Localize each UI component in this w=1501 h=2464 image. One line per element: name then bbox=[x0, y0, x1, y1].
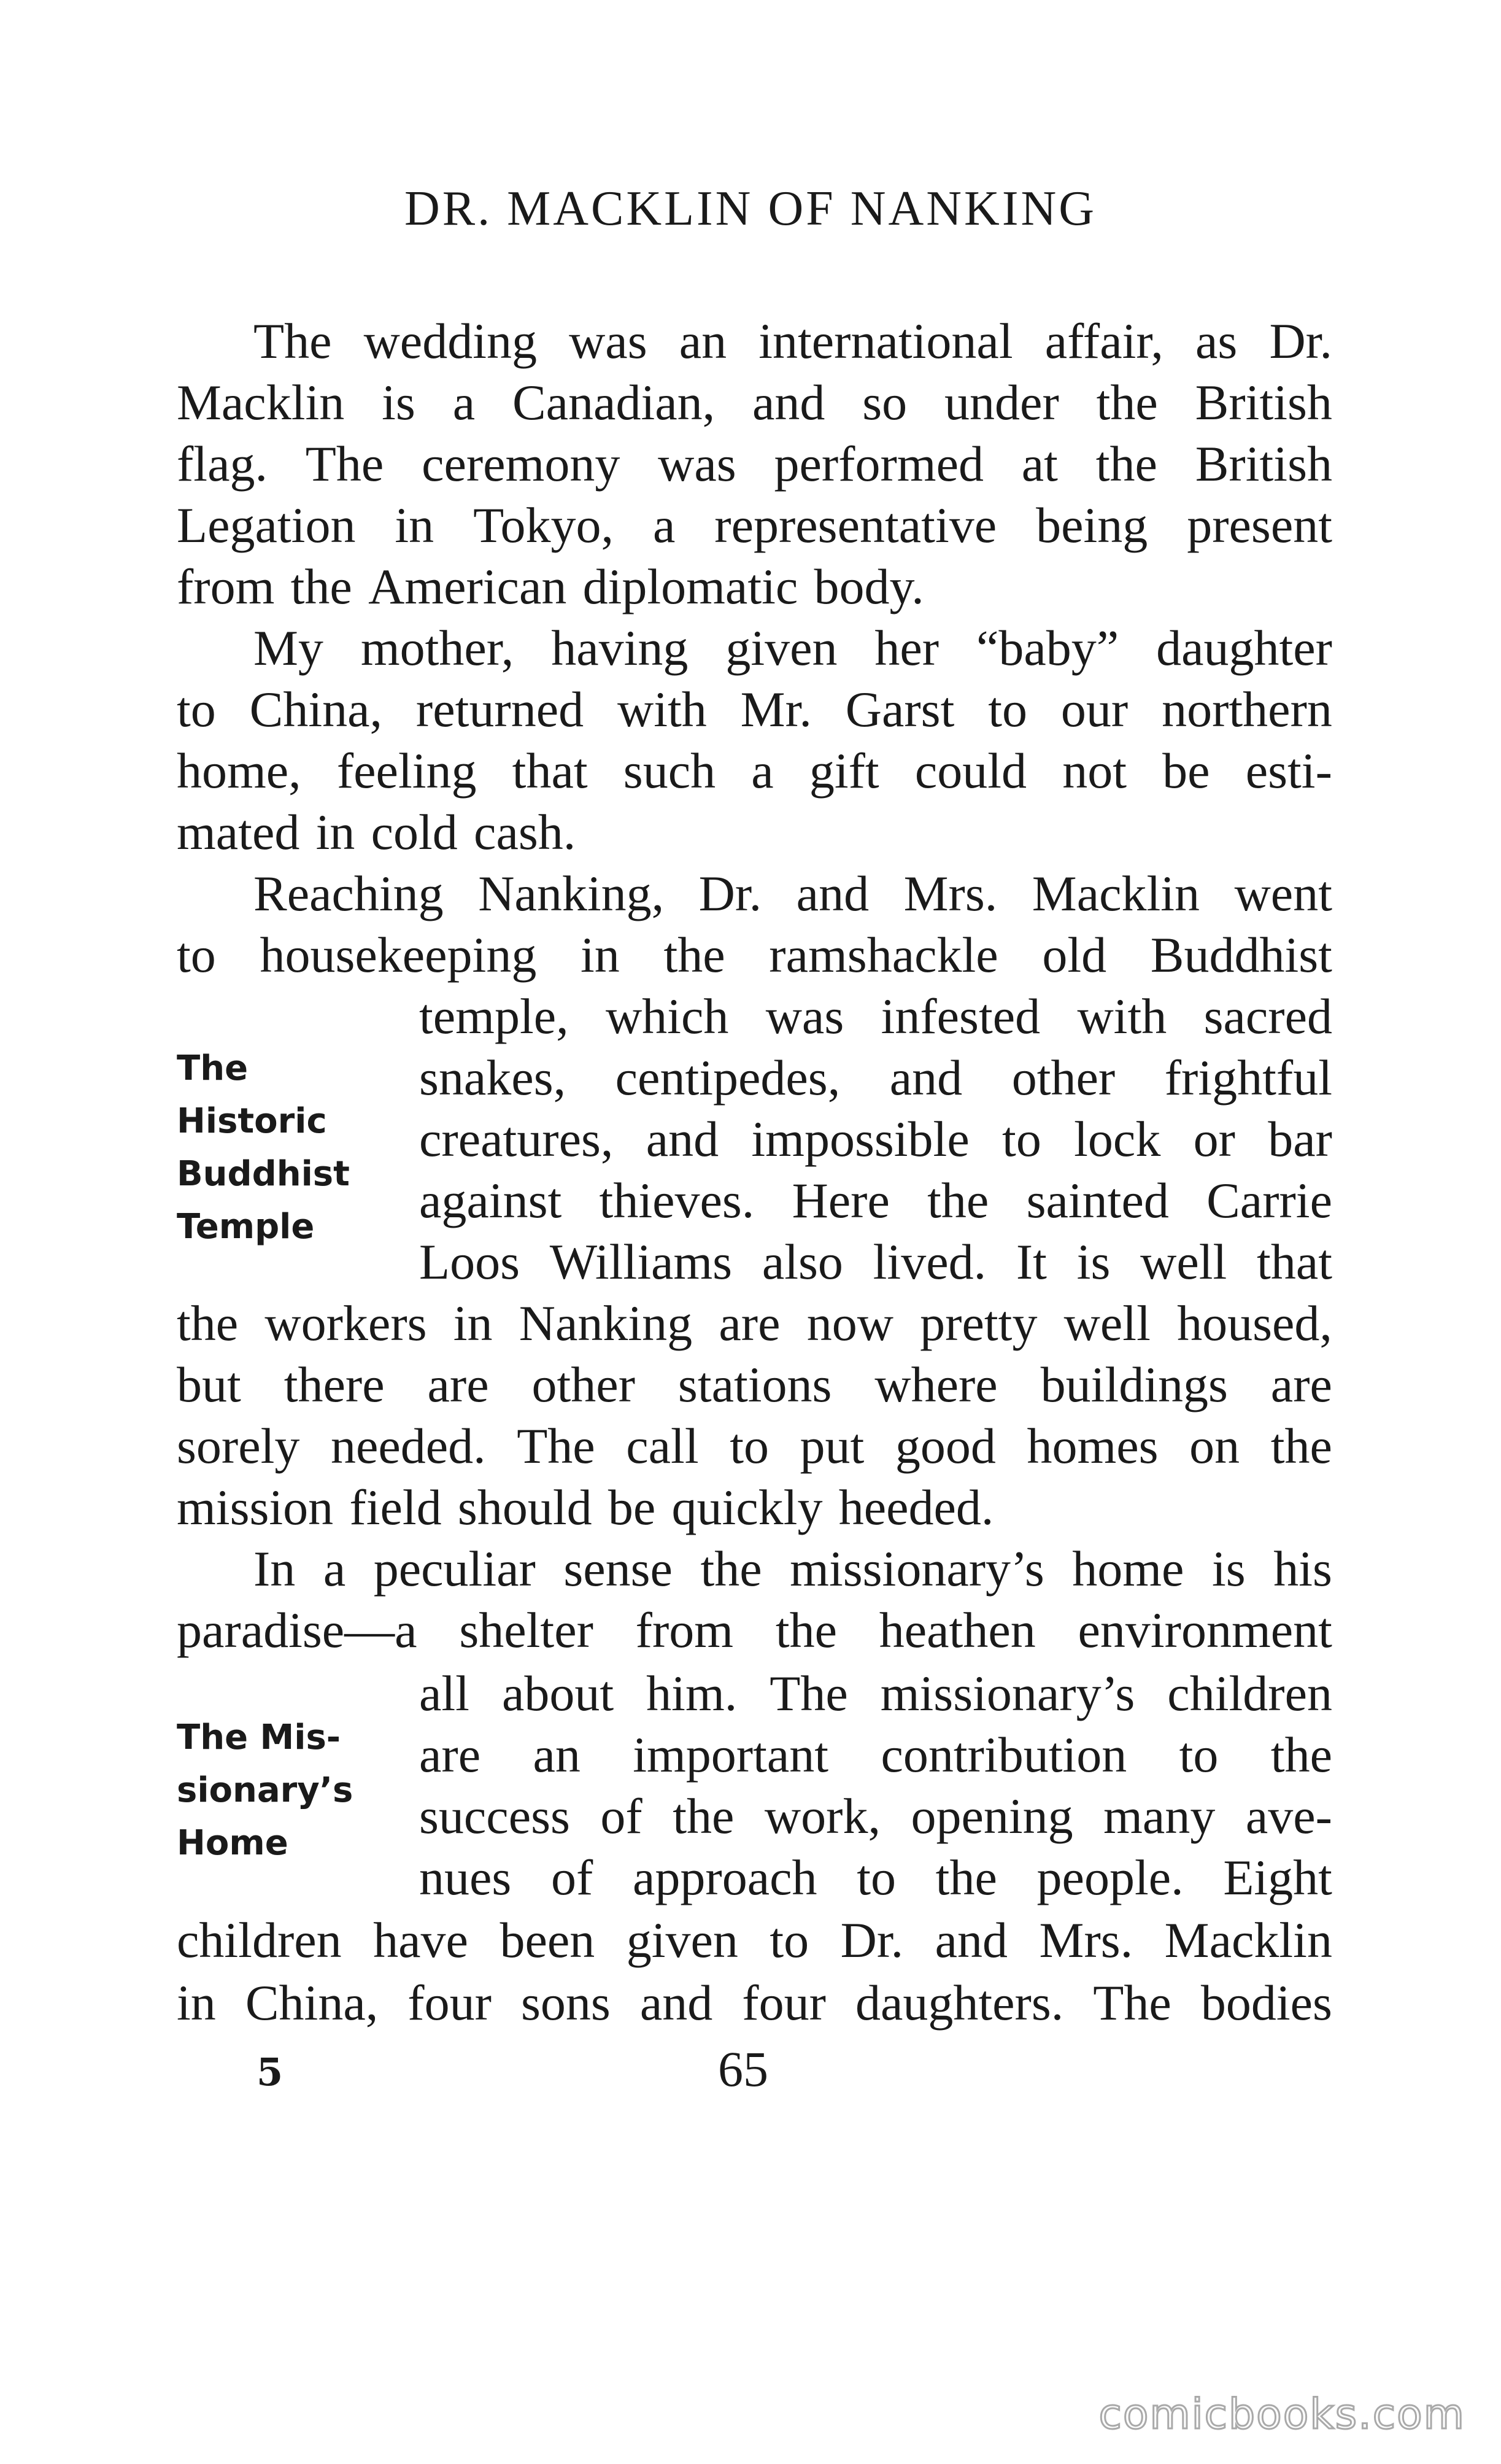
text-line bbox=[419, 1665, 1332, 1721]
word: gift bbox=[809, 743, 879, 799]
word: Nanking, bbox=[478, 866, 665, 921]
word: and bbox=[889, 1050, 963, 1106]
word: and bbox=[646, 1111, 719, 1167]
word: American bbox=[368, 559, 567, 614]
word: paradise—a bbox=[177, 1602, 417, 1658]
word: ceremony bbox=[422, 436, 620, 492]
word: was bbox=[658, 436, 736, 492]
text-line bbox=[177, 1357, 1332, 1412]
word: or bbox=[1193, 1111, 1235, 1167]
word: housekeeping bbox=[260, 927, 537, 983]
word: the bbox=[935, 1850, 997, 1905]
text-line bbox=[177, 559, 1332, 614]
word: Dr. bbox=[1269, 313, 1332, 369]
word: his bbox=[1273, 1541, 1332, 1597]
word: in bbox=[315, 804, 355, 860]
word: international bbox=[758, 313, 1013, 369]
word: our bbox=[1060, 681, 1129, 737]
word: an bbox=[679, 313, 727, 369]
word: home bbox=[1072, 1541, 1184, 1597]
word: lived. bbox=[873, 1234, 987, 1290]
word: in bbox=[395, 497, 434, 553]
word: mother, bbox=[360, 620, 514, 676]
word: mated bbox=[177, 804, 300, 860]
word: feeling bbox=[336, 743, 477, 799]
word: and bbox=[796, 866, 870, 921]
word: well bbox=[1140, 1234, 1227, 1290]
word: The bbox=[1093, 1975, 1171, 2031]
word: been bbox=[500, 1912, 595, 1968]
word: children bbox=[1167, 1665, 1332, 1721]
text-line bbox=[177, 743, 1332, 799]
word: creatures, bbox=[419, 1111, 614, 1167]
word: good bbox=[895, 1418, 996, 1474]
word: frightful bbox=[1164, 1050, 1332, 1106]
sidenote-historic-temple bbox=[177, 1042, 350, 1253]
word: The bbox=[517, 1418, 595, 1474]
running-head: DR. MACKLIN OF NANKING bbox=[404, 182, 1097, 236]
word: approach bbox=[633, 1850, 817, 1905]
word: so bbox=[862, 374, 908, 430]
text-line bbox=[177, 1479, 1332, 1535]
word: and bbox=[935, 1912, 1008, 1968]
word: stations bbox=[677, 1357, 832, 1412]
word: missionary’s bbox=[790, 1541, 1044, 1597]
word: from bbox=[635, 1602, 734, 1658]
word: the bbox=[1270, 1418, 1332, 1474]
word: Mr. bbox=[740, 681, 812, 737]
word: her bbox=[874, 620, 940, 676]
word: It bbox=[1016, 1234, 1047, 1290]
word: Canadian, bbox=[512, 374, 716, 430]
word: to bbox=[177, 927, 216, 983]
word: affair, bbox=[1044, 313, 1163, 369]
word: China, bbox=[249, 681, 383, 737]
word: Williams bbox=[549, 1234, 733, 1290]
text-line bbox=[419, 1111, 1332, 1167]
word: sense bbox=[563, 1541, 673, 1597]
word: body. bbox=[814, 559, 924, 614]
word: ave- bbox=[1245, 1788, 1332, 1844]
word: sacred bbox=[1203, 988, 1332, 1044]
word: could bbox=[914, 743, 1027, 799]
word: children bbox=[177, 1912, 342, 1968]
word: snakes, bbox=[419, 1050, 566, 1106]
word: Eight bbox=[1223, 1850, 1332, 1905]
word: quickly bbox=[671, 1479, 823, 1535]
word: opening bbox=[911, 1788, 1073, 1844]
word: heathen bbox=[879, 1602, 1036, 1658]
word: mission bbox=[177, 1479, 334, 1535]
text-line bbox=[177, 1602, 1332, 1658]
text-line bbox=[419, 1850, 1332, 1905]
word: China, bbox=[245, 1975, 379, 2031]
word: British bbox=[1195, 436, 1332, 492]
word: the bbox=[177, 1295, 239, 1351]
word: The bbox=[253, 313, 332, 369]
word: under bbox=[944, 374, 1059, 430]
word: “baby” bbox=[976, 620, 1119, 676]
text-line bbox=[177, 1975, 1332, 2031]
word: Dr. bbox=[698, 866, 762, 921]
word: bar bbox=[1268, 1111, 1332, 1167]
word: a bbox=[323, 1541, 346, 1597]
word: impossible bbox=[751, 1111, 970, 1167]
watermark-text: comicbooks.com bbox=[1098, 2390, 1465, 2439]
word: the bbox=[927, 1172, 989, 1228]
word: daughter bbox=[1156, 620, 1332, 676]
word: was bbox=[765, 988, 844, 1044]
word: is bbox=[1076, 1234, 1111, 1290]
text-line bbox=[177, 436, 1332, 492]
word: to bbox=[857, 1850, 896, 1905]
word: and bbox=[639, 1975, 713, 2031]
word: performed bbox=[774, 436, 984, 492]
word: the bbox=[775, 1602, 838, 1658]
word: and bbox=[752, 374, 825, 430]
word: The bbox=[770, 1665, 848, 1721]
text-line bbox=[419, 1050, 1332, 1106]
text-line bbox=[177, 497, 1332, 553]
word: British bbox=[1195, 374, 1332, 430]
word: Nanking bbox=[519, 1295, 693, 1351]
word: temple, bbox=[419, 988, 569, 1044]
word: such bbox=[623, 743, 716, 799]
word: the bbox=[1095, 436, 1157, 492]
word: the bbox=[1096, 374, 1158, 430]
word: that bbox=[512, 743, 588, 799]
word: to bbox=[730, 1418, 769, 1474]
word: needed. bbox=[330, 1418, 486, 1474]
word: be bbox=[1162, 743, 1210, 799]
text-line bbox=[177, 374, 1332, 430]
word: homes bbox=[1027, 1418, 1159, 1474]
word: Legation bbox=[177, 497, 356, 553]
word: that bbox=[1257, 1234, 1332, 1290]
word: also bbox=[762, 1234, 843, 1290]
word: of bbox=[551, 1850, 593, 1905]
word: Garst bbox=[845, 681, 955, 737]
word: sainted bbox=[1026, 1172, 1169, 1228]
sidenote-line: Buddhist bbox=[177, 1154, 350, 1194]
word: many bbox=[1103, 1788, 1216, 1844]
sidenote-line: The bbox=[177, 1048, 249, 1088]
text-line bbox=[253, 866, 1332, 921]
sidenote-line: Historic bbox=[177, 1101, 327, 1141]
word: to bbox=[177, 681, 216, 737]
word: housed, bbox=[1177, 1295, 1332, 1351]
sidenote-missionary-home bbox=[177, 1711, 353, 1870]
word: well bbox=[1063, 1295, 1151, 1351]
word: My bbox=[253, 620, 323, 676]
word: Buddhist bbox=[1150, 927, 1332, 983]
text-line bbox=[253, 620, 1332, 676]
word: of bbox=[600, 1788, 642, 1844]
text-line bbox=[177, 927, 1332, 983]
word: home, bbox=[177, 743, 301, 799]
word: northern bbox=[1162, 681, 1332, 737]
word: people. bbox=[1036, 1850, 1184, 1905]
word: put bbox=[800, 1418, 865, 1474]
word: went bbox=[1234, 866, 1332, 921]
word: shelter bbox=[459, 1602, 593, 1658]
word: buildings bbox=[1040, 1357, 1228, 1412]
word: four bbox=[742, 1975, 826, 2031]
word: peculiar bbox=[373, 1541, 536, 1597]
sidenote-line: sionary’s bbox=[177, 1770, 353, 1810]
word: diplomatic bbox=[582, 559, 798, 614]
text-line bbox=[253, 313, 1332, 369]
word: should bbox=[457, 1479, 592, 1535]
word: sons bbox=[520, 1975, 611, 2031]
word: are bbox=[719, 1295, 781, 1351]
word: are bbox=[427, 1357, 489, 1412]
word: Macklin bbox=[1032, 866, 1200, 921]
text-line bbox=[177, 804, 1332, 860]
word: with bbox=[617, 681, 707, 737]
word: where bbox=[874, 1357, 998, 1412]
sidenote-line: The Mis- bbox=[177, 1718, 341, 1757]
word: missionary’s bbox=[880, 1665, 1135, 1721]
text-line bbox=[419, 1172, 1332, 1228]
word: was bbox=[569, 313, 647, 369]
word: in bbox=[453, 1295, 493, 1351]
word: all bbox=[419, 1665, 469, 1721]
word: but bbox=[177, 1357, 241, 1412]
word: the bbox=[663, 927, 725, 983]
word: the bbox=[700, 1541, 762, 1597]
word: bodies bbox=[1200, 1975, 1332, 2031]
text-line bbox=[177, 1295, 1332, 1351]
word: Reaching bbox=[253, 866, 444, 921]
word: Tokyo, bbox=[473, 497, 614, 553]
word: the bbox=[1270, 1727, 1332, 1783]
word: an bbox=[533, 1727, 581, 1783]
word: Dr. bbox=[840, 1912, 904, 1968]
word: is bbox=[1211, 1541, 1246, 1597]
word: present bbox=[1187, 497, 1332, 553]
word: returned bbox=[415, 681, 584, 737]
word: Mrs. bbox=[903, 866, 998, 921]
word: now bbox=[806, 1295, 893, 1351]
word: Loos bbox=[419, 1234, 520, 1290]
word: as bbox=[1195, 313, 1238, 369]
word: from bbox=[177, 559, 275, 614]
text-line bbox=[177, 1418, 1332, 1474]
word: other bbox=[531, 1357, 635, 1412]
word: lock bbox=[1074, 1111, 1161, 1167]
word: ramshackle bbox=[769, 927, 998, 983]
sidenote-line: Home bbox=[177, 1823, 288, 1863]
word: to bbox=[770, 1912, 809, 1968]
word: Macklin bbox=[1164, 1912, 1332, 1968]
page-number: 65 bbox=[718, 2041, 768, 2097]
text-line bbox=[419, 988, 1332, 1044]
word: are bbox=[419, 1727, 481, 1783]
text-line bbox=[177, 1912, 1332, 1968]
word: with bbox=[1077, 988, 1167, 1044]
text-line bbox=[253, 1541, 1332, 1597]
word: important bbox=[633, 1727, 829, 1783]
word: call bbox=[626, 1418, 699, 1474]
word: Macklin bbox=[177, 374, 345, 430]
word: workers bbox=[264, 1295, 427, 1351]
word: pretty bbox=[920, 1295, 1038, 1351]
word: to bbox=[1179, 1727, 1219, 1783]
word: thieves. bbox=[599, 1172, 755, 1228]
word: having bbox=[551, 620, 689, 676]
word: is bbox=[382, 374, 415, 430]
word: sorely bbox=[177, 1418, 300, 1474]
word: a bbox=[751, 743, 774, 799]
word: Here bbox=[792, 1172, 890, 1228]
word: at bbox=[1021, 436, 1058, 492]
word: the bbox=[673, 1788, 735, 1844]
sidenote-line: Temple bbox=[177, 1207, 315, 1247]
word: being bbox=[1036, 497, 1148, 553]
word: to bbox=[1002, 1111, 1041, 1167]
word: him. bbox=[646, 1665, 738, 1721]
word: in bbox=[177, 1975, 216, 2031]
word: given bbox=[725, 620, 838, 676]
word: cold bbox=[371, 804, 458, 860]
word: against bbox=[419, 1172, 562, 1228]
text-line bbox=[419, 1727, 1332, 1783]
word: old bbox=[1042, 927, 1107, 983]
word: work, bbox=[764, 1788, 881, 1844]
word: on bbox=[1189, 1418, 1240, 1474]
word: esti- bbox=[1245, 743, 1332, 799]
word: success bbox=[419, 1788, 570, 1844]
word: have bbox=[373, 1912, 468, 1968]
word: infested bbox=[881, 988, 1041, 1044]
word: wedding bbox=[363, 313, 537, 369]
word: field bbox=[349, 1479, 442, 1535]
signature-mark: 5 bbox=[257, 2050, 284, 2094]
word: nues bbox=[419, 1850, 512, 1905]
word: not bbox=[1062, 743, 1127, 799]
word: environment bbox=[1078, 1602, 1332, 1658]
word: daughters. bbox=[855, 1975, 1064, 2031]
word: The bbox=[305, 436, 384, 492]
word: which bbox=[605, 988, 729, 1044]
word: there bbox=[284, 1357, 385, 1412]
word: given bbox=[626, 1912, 738, 1968]
text-line bbox=[419, 1788, 1332, 1844]
word: a bbox=[652, 497, 676, 553]
word: In bbox=[253, 1541, 296, 1597]
word: in bbox=[581, 927, 620, 983]
word: Mrs. bbox=[1039, 1912, 1133, 1968]
word: centipedes, bbox=[615, 1050, 841, 1106]
word: about bbox=[501, 1665, 614, 1721]
word: four bbox=[407, 1975, 492, 2031]
word: be bbox=[608, 1479, 656, 1535]
word: contribution bbox=[881, 1727, 1127, 1783]
text-line bbox=[419, 1234, 1332, 1290]
text-line bbox=[177, 681, 1332, 737]
word: are bbox=[1270, 1357, 1332, 1412]
word: other bbox=[1011, 1050, 1116, 1106]
word: to bbox=[988, 681, 1028, 737]
word: heeded. bbox=[838, 1479, 994, 1535]
word: a bbox=[452, 374, 476, 430]
word: Carrie bbox=[1206, 1172, 1332, 1228]
word: representative bbox=[714, 497, 997, 553]
word: the bbox=[290, 559, 352, 614]
word: flag. bbox=[177, 436, 268, 492]
word: cash. bbox=[474, 804, 576, 860]
